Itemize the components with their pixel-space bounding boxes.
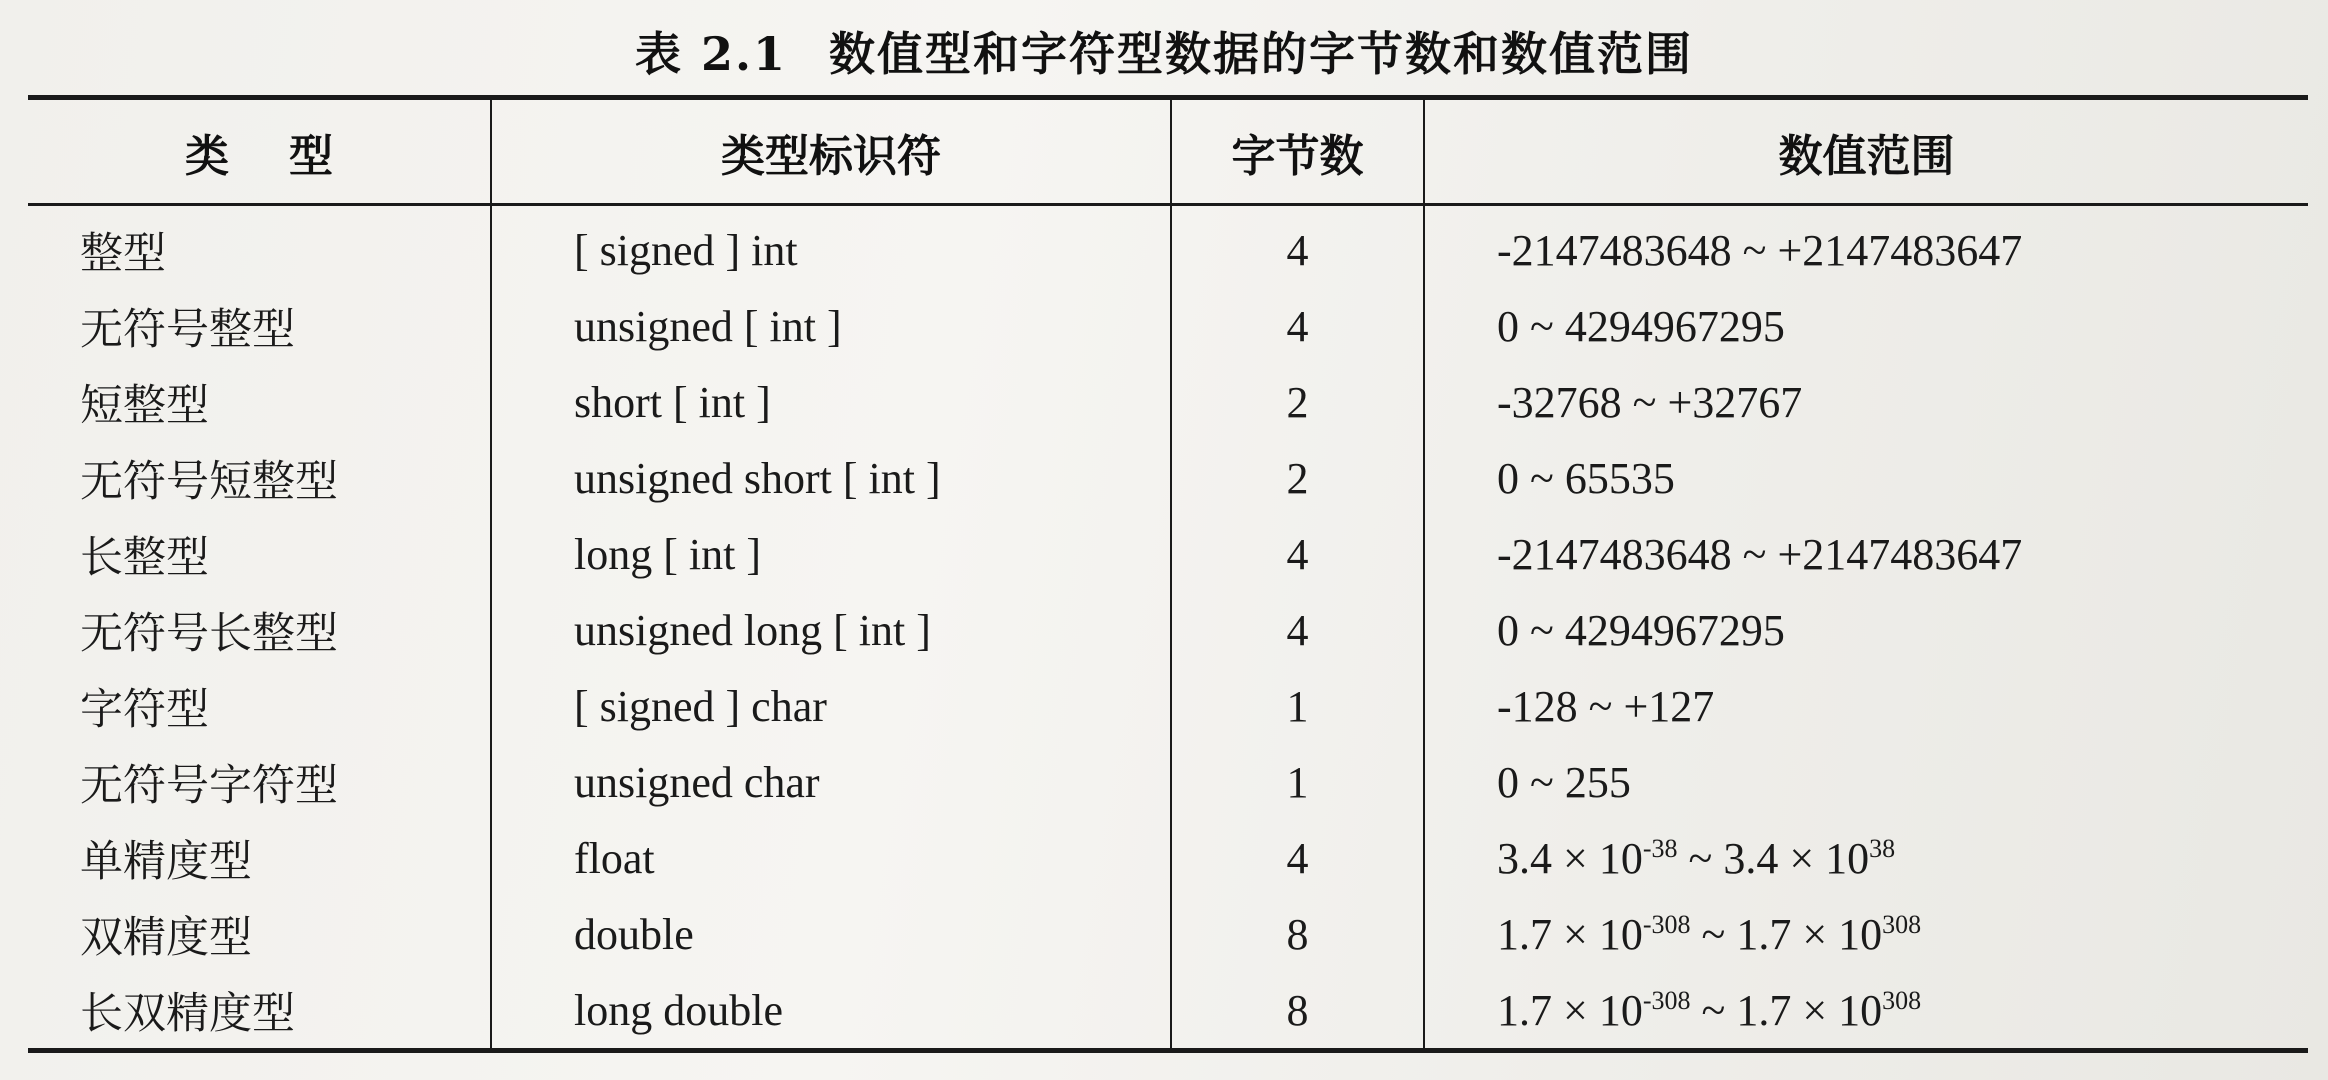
cell-bytes: 4 <box>1171 516 1424 592</box>
table-row <box>28 516 2308 592</box>
range-from: 0 <box>1497 605 1519 655</box>
range-from-exponent: -38 <box>1642 833 1678 863</box>
range-to: 65535 <box>1564 453 1675 503</box>
header-bytes: 字节数 <box>1171 98 1424 205</box>
table-caption <box>0 18 2328 84</box>
header-range: 数值范围 <box>1424 98 2308 205</box>
table-row <box>28 205 2308 289</box>
table-title: 数值型和字符型数据的字节数和数值范围 <box>829 27 1694 81</box>
range-to: +2147483647 <box>1777 225 2023 275</box>
cell-type: 长整型 <box>80 532 209 583</box>
range-to: +127 <box>1623 681 1715 731</box>
cell-identifier: long double <box>491 972 1171 1051</box>
cell-range <box>1424 440 2308 516</box>
cell-bytes: 2 <box>1171 440 1424 516</box>
header-identifier: 类型标识符 <box>491 98 1171 205</box>
cell-range <box>1424 668 2308 744</box>
cell-identifier: unsigned long [ int ] <box>491 592 1171 668</box>
cell-type: 字符型 <box>80 684 209 735</box>
header-type: 类 型 <box>185 130 333 182</box>
cell-identifier: unsigned [ int ] <box>491 288 1171 364</box>
cell-bytes: 1 <box>1171 744 1424 820</box>
cell-identifier: [ signed ] char <box>491 668 1171 744</box>
range-to: 1.7 × 10 <box>1736 909 1883 959</box>
cell-range <box>1424 288 2308 364</box>
range-separator: ~ <box>1677 833 1724 883</box>
table-row <box>28 592 2308 668</box>
cell-bytes: 4 <box>1171 205 1424 289</box>
range-separator: ~ <box>1519 757 1565 807</box>
range-separator: ~ <box>1690 985 1737 1035</box>
range-from-exponent: -308 <box>1642 909 1691 939</box>
table-row <box>28 896 2308 972</box>
range-from: 0 <box>1497 453 1519 503</box>
cell-range <box>1424 516 2308 592</box>
header-row <box>28 98 2308 205</box>
cell-identifier: long [ int ] <box>491 516 1171 592</box>
range-separator: ~ <box>1519 301 1565 351</box>
table-row <box>28 440 2308 516</box>
range-to: +2147483647 <box>1777 529 2023 579</box>
range-to: 4294967295 <box>1564 301 1785 351</box>
range-separator: ~ <box>1519 453 1565 503</box>
range-separator: ~ <box>1519 605 1565 655</box>
cell-bytes: 8 <box>1171 896 1424 972</box>
table-row <box>28 288 2308 364</box>
cell-bytes: 2 <box>1171 364 1424 440</box>
data-table-container <box>28 95 2308 1053</box>
cell-type: 单精度型 <box>80 836 252 887</box>
range-to-exponent: 308 <box>1882 985 1922 1015</box>
cell-type: 短整型 <box>80 380 209 431</box>
table-row <box>28 668 2308 744</box>
cell-range <box>1424 744 2308 820</box>
cell-bytes: 8 <box>1171 972 1424 1051</box>
range-from: 1.7 × 10 <box>1497 985 1643 1035</box>
cell-identifier: [ signed ] int <box>491 205 1171 289</box>
cell-type: 整型 <box>80 228 166 279</box>
cell-identifier: unsigned char <box>491 744 1171 820</box>
cell-range <box>1424 205 2308 289</box>
cell-range <box>1424 820 2308 896</box>
range-from: -128 <box>1497 681 1578 731</box>
range-to: 1.7 × 10 <box>1736 985 1883 1035</box>
table-row <box>28 972 2308 1051</box>
table-row <box>28 744 2308 820</box>
cell-type: 长双精度型 <box>80 988 295 1039</box>
cell-type: 双精度型 <box>80 912 252 963</box>
range-to-exponent: 308 <box>1882 909 1922 939</box>
range-from: 1.7 × 10 <box>1497 909 1643 959</box>
range-from: -2147483648 <box>1497 529 1732 579</box>
data-type-table <box>28 95 2308 1053</box>
range-separator: ~ <box>1577 681 1624 731</box>
cell-identifier: short [ int ] <box>491 364 1171 440</box>
range-separator: ~ <box>1690 909 1737 959</box>
range-to-exponent: 38 <box>1869 833 1896 863</box>
range-from: -2147483648 <box>1497 225 1732 275</box>
cell-bytes: 4 <box>1171 592 1424 668</box>
cell-bytes: 1 <box>1171 668 1424 744</box>
table-number: 表 2.1 <box>634 27 788 81</box>
range-separator: ~ <box>1731 225 1778 275</box>
table-body <box>28 205 2308 1051</box>
table-row <box>28 364 2308 440</box>
range-separator: ~ <box>1621 377 1668 427</box>
cell-type: 无符号短整型 <box>80 456 338 507</box>
cell-identifier: double <box>491 896 1171 972</box>
cell-bytes: 4 <box>1171 820 1424 896</box>
cell-identifier: float <box>491 820 1171 896</box>
cell-range <box>1424 364 2308 440</box>
cell-range <box>1424 896 2308 972</box>
cell-type: 无符号长整型 <box>80 608 338 659</box>
cell-type: 无符号字符型 <box>80 760 338 811</box>
range-to: +32767 <box>1667 377 1803 427</box>
range-from: -32768 <box>1497 377 1622 427</box>
range-from: 3.4 × 10 <box>1497 833 1643 883</box>
table-row <box>28 820 2308 896</box>
cell-range <box>1424 592 2308 668</box>
range-separator: ~ <box>1731 529 1778 579</box>
range-from-exponent: -308 <box>1642 985 1691 1015</box>
cell-bytes: 4 <box>1171 288 1424 364</box>
cell-identifier: unsigned short [ int ] <box>491 440 1171 516</box>
range-to: 3.4 × 10 <box>1723 833 1870 883</box>
range-to: 4294967295 <box>1564 605 1785 655</box>
range-to: 255 <box>1564 757 1631 807</box>
range-from: 0 <box>1497 757 1519 807</box>
cell-range <box>1424 972 2308 1051</box>
range-from: 0 <box>1497 301 1519 351</box>
cell-type: 无符号整型 <box>80 304 295 355</box>
